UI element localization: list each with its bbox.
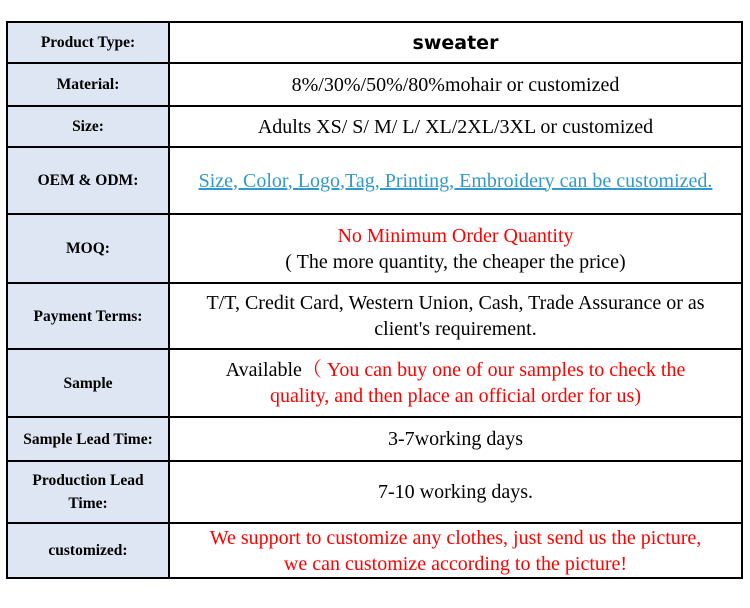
production-label-line-1: Production Lead: [32, 472, 144, 489]
row-sample: [7, 349, 742, 417]
row-product-type: [7, 22, 742, 63]
value-customized: [169, 523, 742, 578]
value-size: Adults XS/ S/ M/ L/ XL/2XL/3XL or customized: [169, 106, 742, 147]
value-sample-lead-time: 3-7working days: [169, 417, 742, 461]
row-sample-lead-time: [7, 417, 742, 461]
label-material: Material:: [7, 63, 169, 106]
label-sample: Sample: [7, 349, 169, 417]
moq-line-1: No Minimum Order Quantity: [337, 224, 574, 247]
value-payment-terms: [169, 283, 742, 349]
value-moq: [169, 214, 742, 283]
row-production-lead-time: [7, 461, 742, 523]
customized-line-2: we can customize according to the picture!: [283, 552, 628, 575]
sample-line-1: [170, 357, 741, 383]
value-product-type: [169, 22, 742, 63]
label-oem-odm: OEM & ODM:: [7, 147, 169, 214]
customization-link[interactable]: Size, Color, Logo,Tag, Printing, Embroidery can be customized.: [198, 169, 713, 192]
label-sample-lead-time: Sample Lead Time:: [7, 417, 169, 461]
customized-line-1: We support to customize any clothes, just send us the picture,: [209, 526, 702, 549]
product-type-text: sweater: [412, 31, 499, 54]
payment-line-1: T/T, Credit Card, Western Union, Cash, Trade Assurance or as: [206, 292, 705, 314]
row-customized: [7, 523, 742, 578]
sample-available: Available: [225, 359, 302, 381]
value-oem-odm: [169, 147, 742, 214]
production-label-line-2: Time:: [68, 495, 108, 512]
value-material: 8%/30%/50%/80%mohair or customized: [169, 63, 742, 106]
label-customized: customized:: [7, 523, 169, 578]
label-payment-terms: Payment Terms:: [7, 283, 169, 349]
row-oem-odm: [7, 147, 742, 214]
row-moq: [7, 214, 742, 283]
product-spec-table: [6, 21, 743, 579]
row-material: [7, 63, 742, 106]
moq-line-2: ( The more quantity, the cheaper the price): [285, 250, 626, 273]
row-size: [7, 106, 742, 147]
value-sample: [169, 349, 742, 417]
sample-note-1: （ You can buy one of our samples to check the: [301, 359, 686, 381]
label-size: Size:: [7, 106, 169, 147]
label-moq: MOQ:: [7, 214, 169, 283]
row-payment-terms: [7, 283, 742, 349]
label-production-lead-time: [7, 461, 169, 523]
label-product-type: Product Type:: [7, 22, 169, 63]
sample-line-2: quality, and then place an official order for us): [270, 385, 641, 407]
payment-line-2: client's requirement.: [374, 318, 537, 340]
value-production-lead-time: 7-10 working days.: [169, 461, 742, 523]
